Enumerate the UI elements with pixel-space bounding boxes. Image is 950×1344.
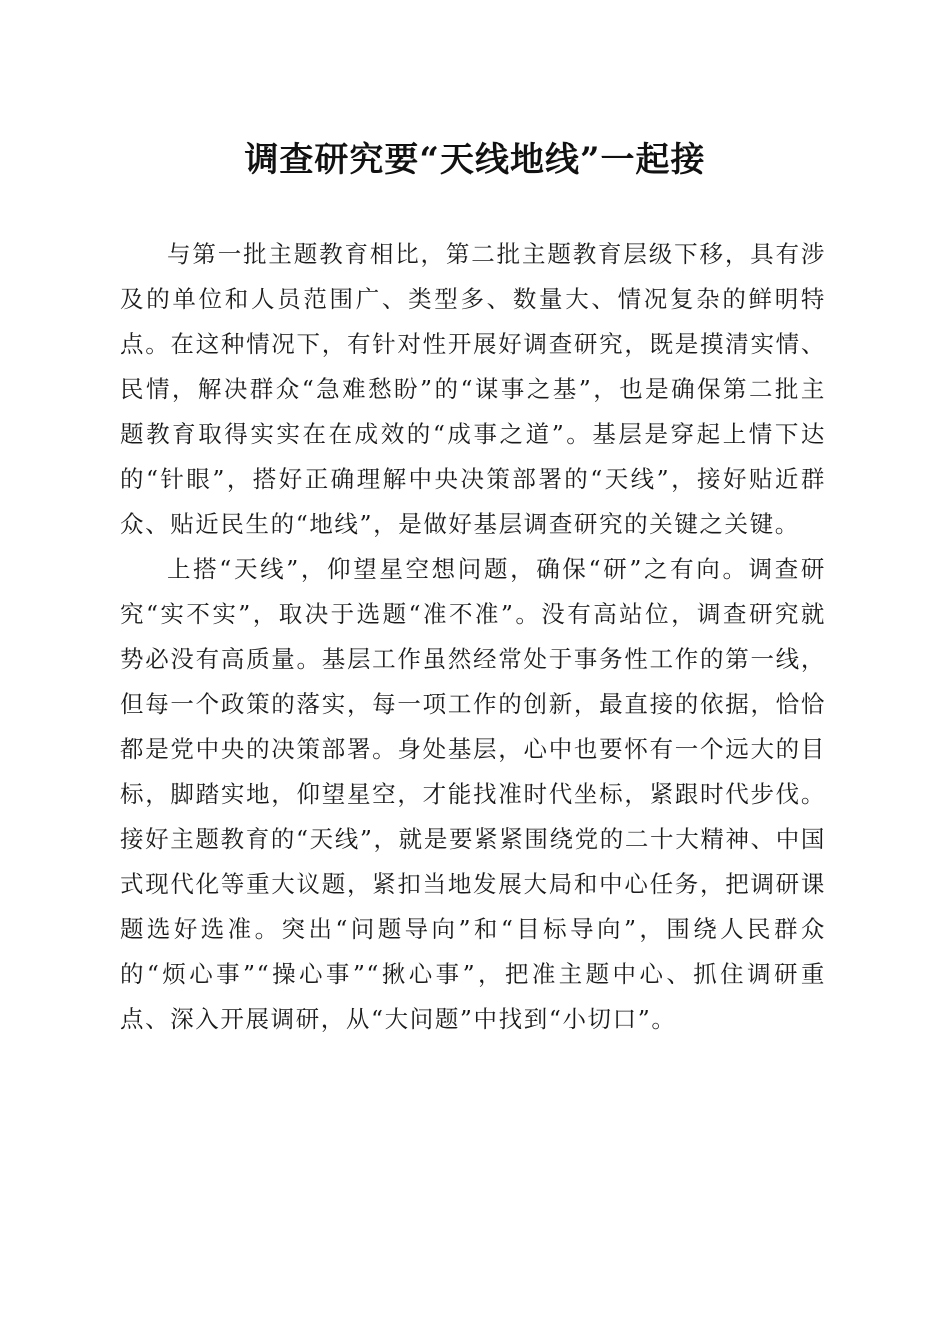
- paragraph: 上搭“天线”，仰望星空想问题，确保“研”之有向。调查研究“实不实”，取决于选题“准不准”。没有高站位，调查研究就势必没有高质量。基层工作虽然经常处于事务性工作的第一线，但每一个政策的落实，每一项工作的创新，最直接的依据，恰恰都是党中央的决策部署。身处基层，心中也要怀有一个远大的目标，脚踏实地，仰望星空，才能找准时代坐标，紧跟时代步伐。接好主题教育的“天线”，就是要紧紧围绕党的二十大精神、中国式现代化等重大议题，紧扣当地发展大局和中心任务，把调研课题选好选准。突出“问题导向”和“目标导向”，围绕人民群众的“烦心事”“操心事”“揪心事”，把准主题中心、抓住调研重点、深入开展调研，从“大问题”中找到“小切口”。: [120, 555, 826, 1033]
- document-body: [120, 232, 826, 1042]
- document-title: 调查研究要“天线地线”一起接: [244, 140, 706, 180]
- paragraph: 与第一批主题教育相比，第二批主题教育层级下移，具有涉及的单位和人员范围广、类型多、数量大、情况复杂的鲜明特点。在这种情况下，有针对性开展好调查研究，既是摸清实情、民情，解决群众“急难愁盼”的“谋事之基”，也是确保第二批主题教育取得实实在在成效的“成事之道”。基层是穿起上情下达的“针眼”，搭好正确理解中央决策部署的“天线”，接好贴近群众、贴近民生的“地线”，是做好基层调查研究的关键之关键。: [120, 240, 826, 538]
